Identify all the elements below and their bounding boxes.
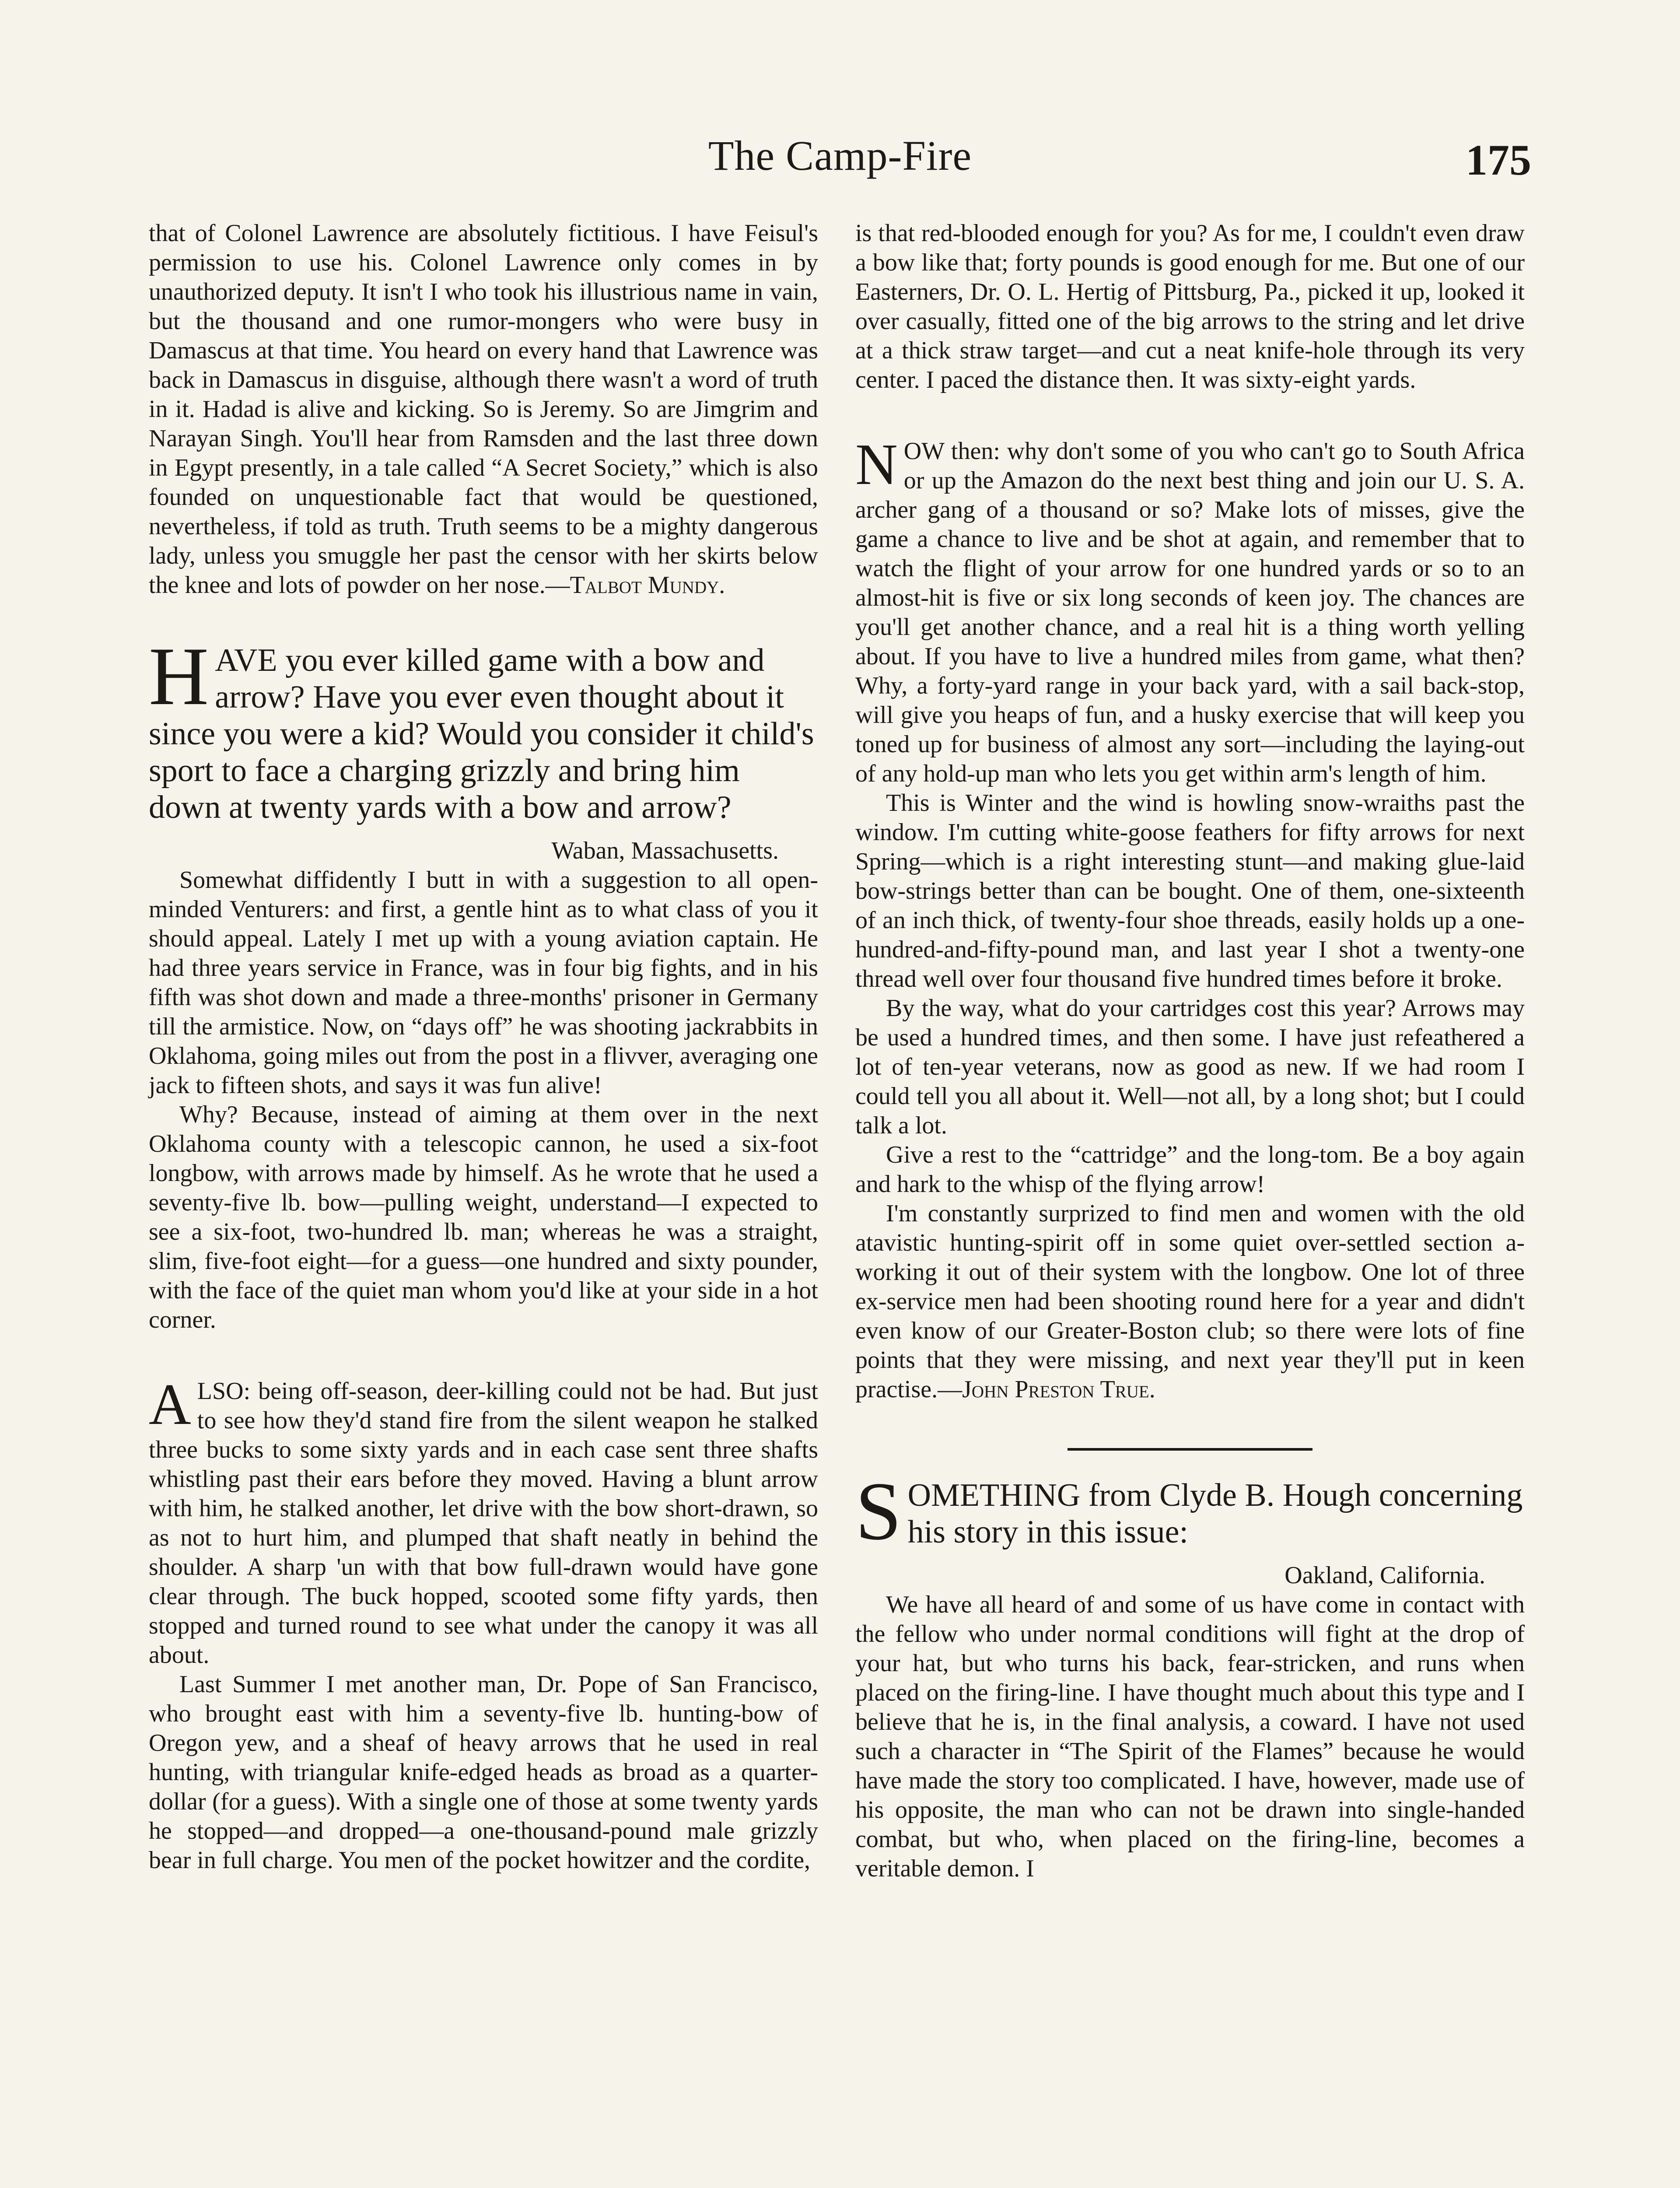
archery-intro-text: AVE you ever killed game with a bow and arrow? Have you ever even thought about it since you were a kid? Would you consider it child's sport to face a charging grizzly and bring him down at twenty yards with a bow and arrow?: [149, 642, 814, 825]
section-spacer: [855, 395, 1525, 437]
page-number: 175: [1466, 136, 1531, 184]
cartridges-paragraph: By the way, what do your cartridges cost this year? Arrows may be used a hundred times, and then some. I have just refeathered a lot of ten-year veterans, now as good as new. If we had room I could tell you all about it. Well—not all, by a long shot; but I could talk a lot.: [855, 995, 1525, 1139]
section-spacer: [149, 600, 818, 642]
mundy-letter-text: that of Colonel Lawrence are absolutely fictitious. I have Feisul's permission to use his. Colonel Lawrence only comes in by unauthorized deputy. It isn't I who took his illustrious name in vain, but the thousand and one rumor-mongers who were busy in Damascus at that time. You heard on every hand that Lawrence was back in Damascus in disguise, although there wasn't a word of truth in it. Hadad is alive and kicking. So is Jeremy. So are Jimgrim and Narayan Singh. You'll hear from Ramsden and the last three down in Egypt presently, in a tale called “A Secret Society,” which is also founded on unquestionable fact that would be questioned, nevertheless, if told as truth. Truth seems to be a mighty dangerous lady, unless you smuggle her past the censor with her skirts below the knee and lots of powder on her nose.—: [149, 220, 818, 599]
also-paragraph: [149, 1372, 818, 1670]
true-signature: John Preston True.: [962, 1376, 1155, 1403]
hough-intro: [855, 1466, 1525, 1557]
mundy-signature: Talbot Mundy.: [570, 572, 725, 599]
archery-paragraph-1: Somewhat diffidently I butt in with a suggestion to all open-minded Venturers: and first, a gentle hint as to what class of you it should appeal. Lately I met up with a young aviation captain. He had three years service in France, was in four big fights, and in his fifth was shot down and made a three-months' prisoner in Germany till the armistice. Now, on “days off” he was shooting jackrabbits in Oklahoma, going miles out from the post in a flivver, averaging one jack to fifteen shots, and says it was fun alive!: [149, 866, 818, 1099]
now-paragraph-text: OW then: why don't some of you who can't go to South Africa or up the Amazon do the next best thing and join our U. S. A. archer gang of a thousand or so? Make lots of misses, give the game a chance to live and be shot at again, and remember that to watch the flight of your arrow for one hundred yards or so to an almost-hit is five or six long seconds of keen joy. The chances are you'll get another chance, and a real hit is a thing worth yelling about. If you have to live a hundred miles from game, what then? Why, a forty-yard range in your back yard, with a sail back-stop, will give you heaps of fun, and a husky exercise that will keep you toned up for business of almost any sort—including the laying-out of any hold-up man who lets you get within arm's length of him.: [855, 438, 1525, 787]
archery-paragraph-2: Why? Because, instead of aiming at them over in the next Oklahoma county with a telescopic cannon, he used a six-foot longbow, with arrows made by himself. As he wrote that he used a seventy-five lb. bow—pulling weight, understand—I expected to see a six-foot, two-hundred lb. man; whereas he was a straight, slim, five-foot eight—for a guess—one hundred and sixty pounder, with the face of the quiet man whom you'd like at your side in a hot corner.: [149, 1101, 818, 1333]
also-paragraph-text: LSO: being off-season, deer-killing could not be had. But just to see how they'd stand fire from the silent weapon he stalked three bucks to some sixty yards and in each case sent three shafts whistling past their ears before they moved. Having a blunt arrow with him, he stalked another, let drive with the bow short-drawn, so as not to hurt him, and plumped that shaft neatly in behind the shoulder. A sharp 'un with that bow full-drawn would have gone clear through. The buck hopped, scooted some fifty yards, then stopped and turned round to see what under the canopy it was all about.: [149, 1378, 818, 1669]
left-column: [149, 219, 818, 1875]
pope-paragraph: Last Summer I met another man, Dr. Pope of San Francisco, who brought east with him a seventy-five lb. hunting-bow of Oregon yew, and a sheaf of heavy arrows that he used in real hunting, with triangular knife-edged heads as broad as a quarter-dollar (for a guess). With a single one of those at some twenty yards he stopped—and dropped—a one-thousand-pound male grizzly bear in full charge. You men of the pocket howitzer and the cordite,: [149, 1671, 818, 1874]
dropcap-a: A: [149, 1372, 191, 1437]
dropcap-s: S: [855, 1466, 902, 1557]
page-header: [149, 131, 1531, 201]
right-column: [855, 219, 1525, 1883]
dropcap-n: N: [855, 432, 898, 497]
atavistic-paragraph: [855, 1199, 1525, 1404]
mundy-letter-end: [149, 219, 818, 600]
hough-intro-text: OMETHING from Clyde B. Hough concerning his story in this issue:: [907, 1477, 1523, 1550]
hough-paragraph: We have all heard of and some of us have come in contact with the fellow who under normal conditions will fight at the drop of your hat, but who turns his back, fear-stricken, and runs when placed on the firing-line. I have thought much about this type and I believe that he is, in the final analysis, a coward. I have not used such a character in “The Spirit of the Flames” because he would have made the story too complicated. I have, however, made use of his opposite, the man who can not be drawn into single-handed combat, but who, when placed on the firing-line, becomes a veritable demon. I: [855, 1591, 1525, 1882]
atavistic-paragraph-text: I'm constantly surprized to find men and women with the old atavistic hunting-spirit off in some quiet over-settled section a-working it out of their system with the longbow. One lot of three ex-service men had been shooting round here for a year and didn't even know of our Greater-Boston club; so there were lots of fine points that they were missing, and next year they'll put in keen practise.—: [855, 1200, 1525, 1403]
dropcap-h: H: [149, 631, 209, 722]
hough-dateline: Oakland, California.: [1284, 1562, 1485, 1589]
section-spacer: [149, 1335, 818, 1377]
running-title: The Camp-Fire: [708, 132, 972, 179]
archery-intro: [149, 631, 818, 826]
section-divider: [1068, 1448, 1312, 1451]
archery-dateline: Waban, Massachusetts.: [551, 837, 779, 864]
cattridge-paragraph: Give a rest to the “cattridge” and the long-tom. Be a boy again and hark to the whisp of the flying arrow!: [855, 1141, 1525, 1198]
winter-paragraph: This is Winter and the wind is howling snow-wraiths past the window. I'm cutting white-goose feathers for fifty arrows for next Spring—which is a right interesting stunt—and making glue-laid bow-strings better than can be bought. One of them, one-sixteenth of an inch thick, of twenty-four shoe threads, easily holds up a one-hundred-and-fifty-pound man, and last year I shot a twenty-one thread well over four thousand five hundred times before it broke.: [855, 789, 1525, 992]
continuation-paragraph: is that red-blooded enough for you? As for me, I couldn't even draw a bow like that; forty pounds is good enough for me. But one of our Easterners, Dr. O. L. Hertig of Pittsburg, Pa., picked it up, looked it over casually, fitted one of the big arrows to the string and let drive at a thick straw target—and cut a neat knife-hole through its very center. I paced the distance then. It was sixty-eight yards.: [855, 220, 1525, 393]
now-paragraph: [855, 432, 1525, 789]
